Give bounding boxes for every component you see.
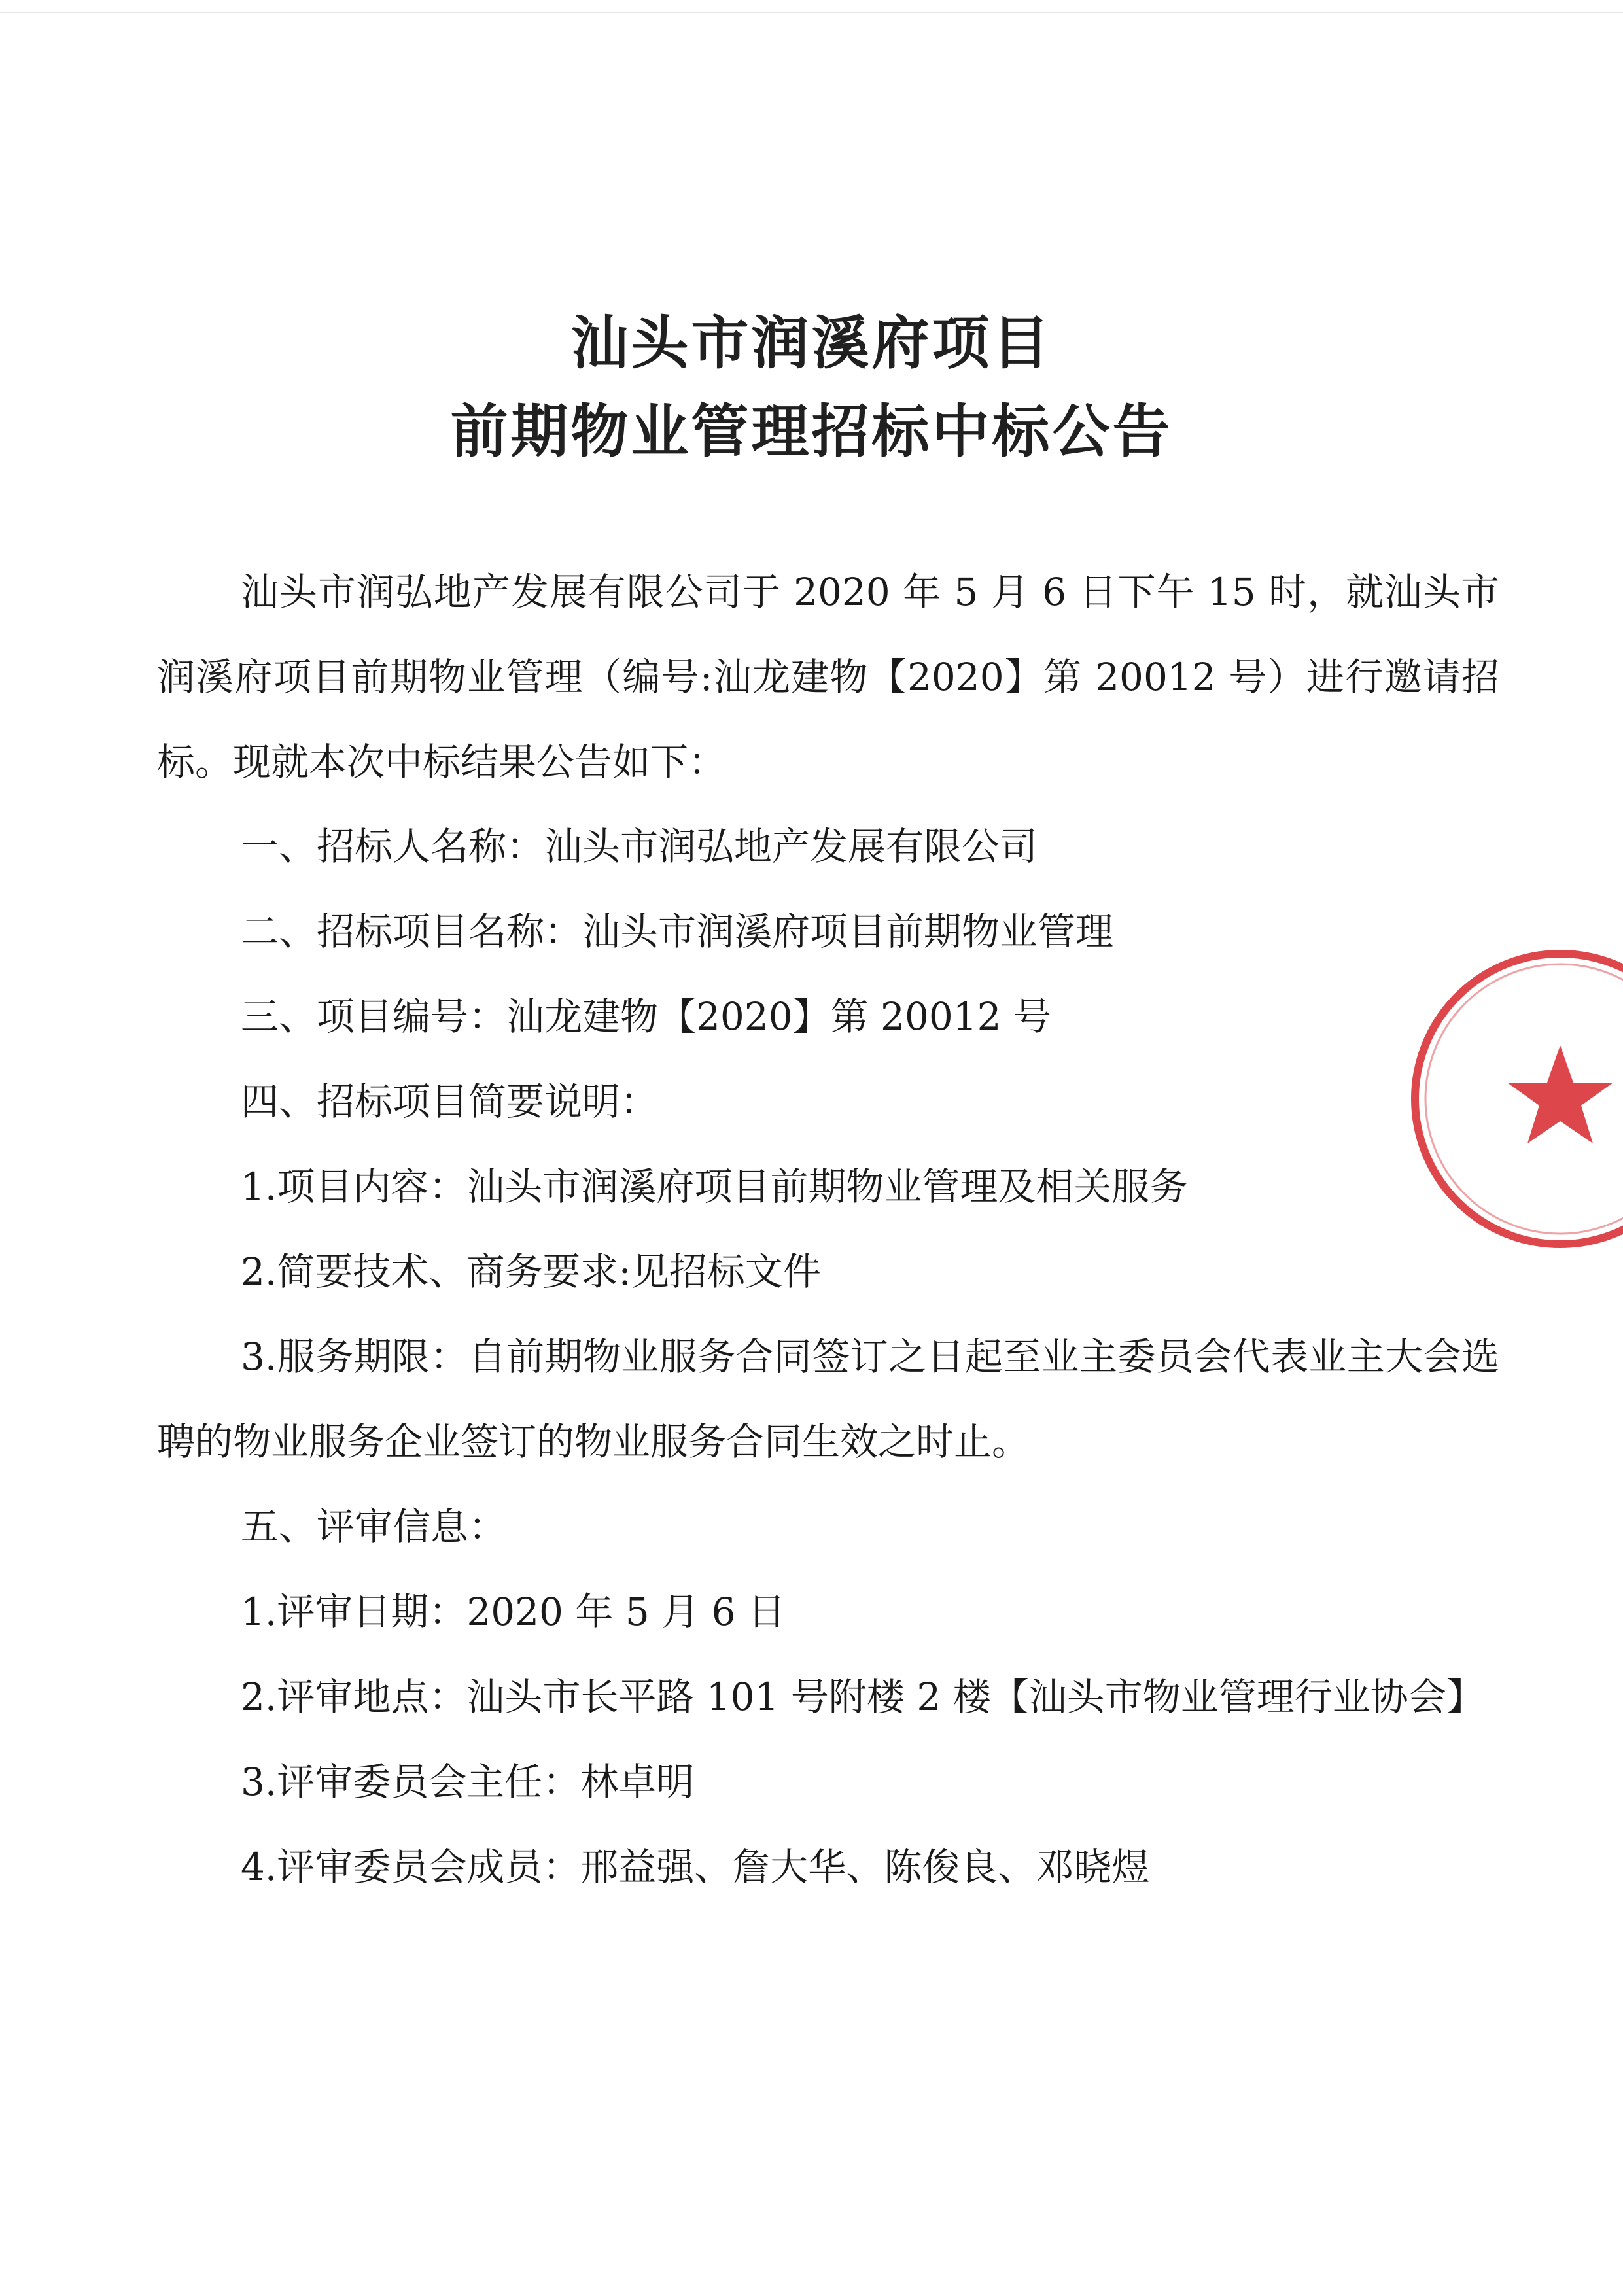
section-requirements: 2.简要技术、商务要求:见招标文件	[241, 1249, 821, 1294]
section-review-info-heading: 五、评审信息：	[241, 1505, 507, 1549]
company-seal-stamp	[1410, 948, 1623, 1249]
section-service-period: 3.服务期限：自前期物业服务合同签订之日起至业主委员会代表业主大会选聘的物业服务企业签订的物业服务合同生效之时止。	[157, 1334, 1499, 1464]
section-project-summary-heading: 四、招标项目简要说明：	[241, 1079, 659, 1124]
section-project-name: 二、招标项目名称：汕头市润溪府项目前期物业管理	[241, 909, 1114, 954]
section-tenderer-name: 一、招标人名称：汕头市润弘地产发展有限公司	[241, 824, 1038, 869]
intro-paragraph: 汕头市润弘地产发展有限公司于 2020 年 5 月 6 日下午 15 时，就汕头市润溪府项目前期物业管理（编号:汕龙建物【2020】第 20012 号）进行邀请招标。现就本次中标结果公告如下：	[157, 570, 1499, 784]
section-project-content: 1.项目内容：汕头市润溪府项目前期物业管理及相关服务	[241, 1164, 1188, 1209]
document-title-line-1: 汕头市润溪府项目	[570, 309, 1053, 377]
scan-top-edge	[0, 12, 1623, 13]
document-title-line-2: 前期物业管理招标中标公告	[450, 398, 1173, 465]
section-review-committee-members: 4.评审委员会成员：邢益强、詹大华、陈俊良、邓晓煜	[241, 1845, 1150, 1889]
section-review-date: 1.评审日期：2020 年 5 月 6 日	[241, 1590, 786, 1634]
seal-star-icon	[1507, 1045, 1613, 1143]
section-review-committee-chair: 3.评审委员会主任：林卓明	[241, 1760, 695, 1804]
section-review-location: 2.评审地点：汕头市长平路 101 号附楼 2 楼【汕头市物业管理行业协会】	[241, 1675, 1484, 1719]
section-project-number: 三、项目编号：汕龙建物【2020】第 20012 号	[241, 994, 1051, 1039]
